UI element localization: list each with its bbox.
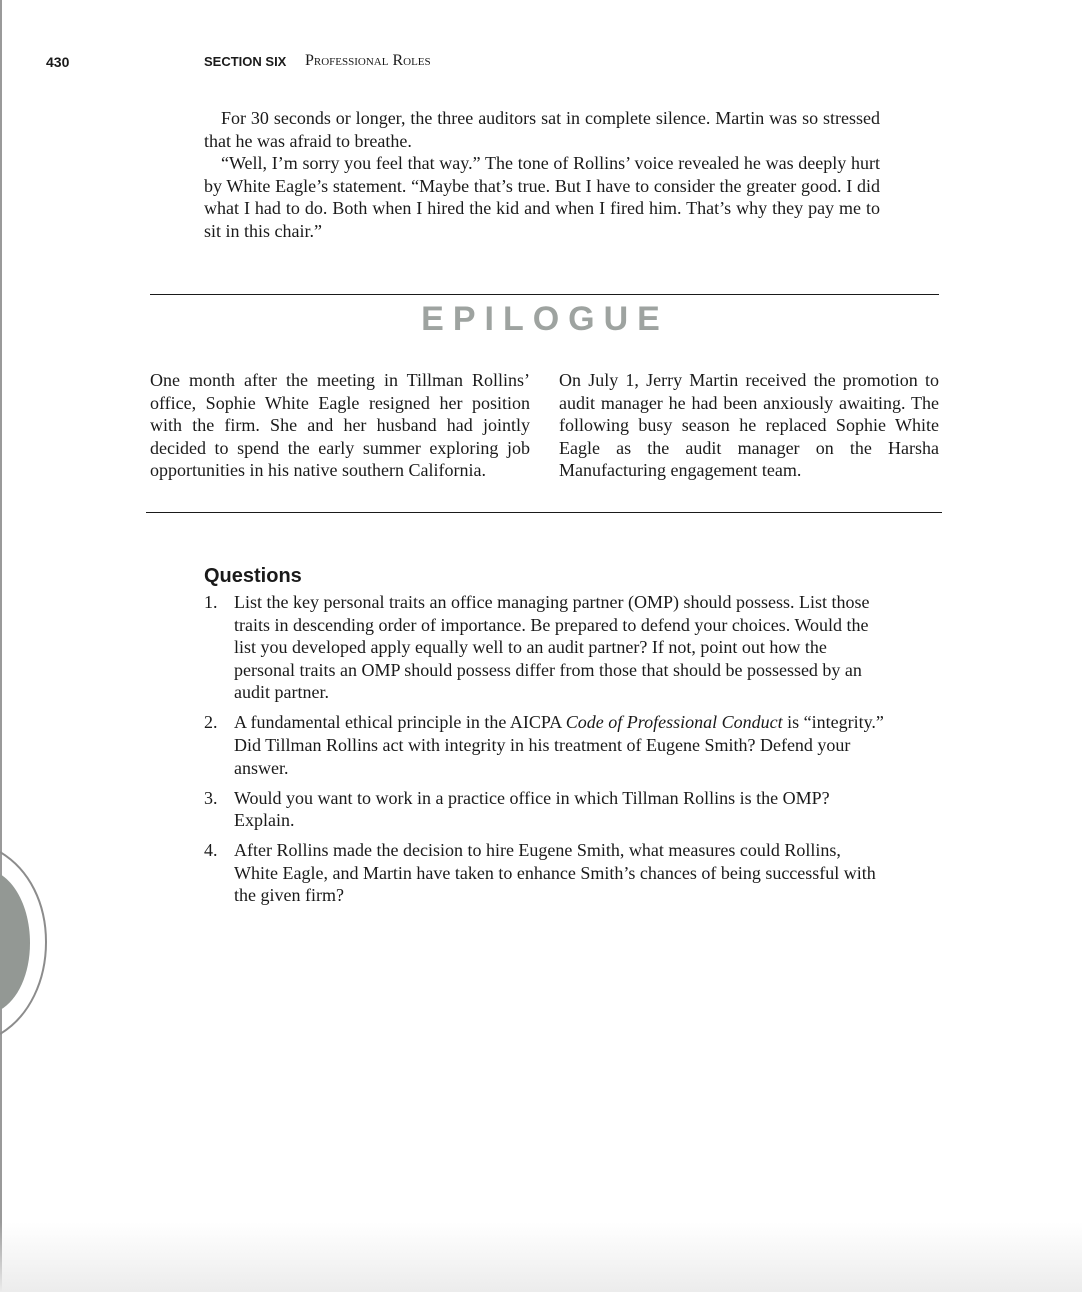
paragraph: “Well, I’m sorry you feel that way.” The tone of Rollins’ voice revealed he was deeply hurt by White Eagle’s statement. “Maybe that’s true. But I have to consider the greater good. I did what I had to do. Both when I hired the kid and when I fired him. That’s why they pay me to sit in this chair.”: [204, 153, 880, 241]
question-number: 4.: [204, 840, 218, 861]
questions-section: [204, 563, 884, 914]
running-head: [0, 52, 1082, 72]
epilogue-top-rule: [150, 294, 939, 295]
chapter-tab-fill: [0, 874, 30, 1010]
question-text: [234, 711, 884, 779]
epilogue-bottom-rule: [146, 512, 942, 513]
question-number: 2.: [204, 712, 218, 733]
question-text: List the key personal traits an office managing partner (OMP) should possess. List those traits in descending order of importance. Be prepared to defend your choices. Would the list you developed apply equally well to an audit partner? If not, point out how the personal traits an OMP should possess differ from those that should be possessed by an audit partner.: [234, 592, 870, 703]
question-text-part: A fundamental ethical principle in the AICPA: [234, 712, 566, 733]
intro-text: [204, 107, 880, 243]
paragraph: For 30 seconds or longer, the three auditors sat in complete silence. Martin was so stressed that he was afraid to breathe.: [204, 108, 880, 151]
epilogue-left-column: [150, 369, 530, 482]
section-label: SECTION SIX: [204, 54, 287, 69]
paragraph: On July 1, Jerry Martin received the promotion to audit manager he had been anxiously awaiting. The following busy season he replaced Sophie White Eagle as the audit manager on the Harsha Manufacturing engagement team.: [559, 370, 939, 481]
paragraph: One month after the meeting in Tillman Rollins’ office, Sophie White Eagle resigned her position with the firm. She and her husband had jointly decided to spend the early summer exploring job opportunities in his native southern California.: [150, 370, 530, 481]
page-edge: [0, 0, 2, 1292]
question-item: [204, 711, 884, 779]
questions-list: [204, 591, 884, 907]
chapter-tab-graphic: [0, 840, 60, 1050]
page-number: 430: [46, 54, 70, 70]
question-number: 3.: [204, 787, 218, 808]
questions-heading: Questions: [204, 565, 302, 587]
question-text-part: is “integrity.” Did Tillman Rollins act with integrity in his treatment of Eugene Smith? Defend your answer.: [234, 712, 884, 778]
question-text: After Rollins made the decision to hire Eugene Smith, what measures could Rollins, White Eagle, and Martin have taken to enhance Smith’s chances of being successful with the given firm?: [234, 840, 876, 906]
question-number: 1.: [204, 592, 218, 612]
publication-title: Code of Professional Conduct: [565, 712, 783, 733]
section-title: Professional Roles: [305, 52, 431, 69]
epilogue-title: EPILOGUE: [421, 300, 669, 338]
epilogue-right-column: [559, 369, 939, 482]
page-bottom-shadow: [0, 1222, 1082, 1292]
question-item: [204, 839, 884, 907]
question-item: [204, 787, 884, 832]
question-text: Would you want to work in a practice office in which Tillman Rollins is the OMP? Explain.: [234, 787, 830, 831]
question-item: [204, 591, 884, 704]
